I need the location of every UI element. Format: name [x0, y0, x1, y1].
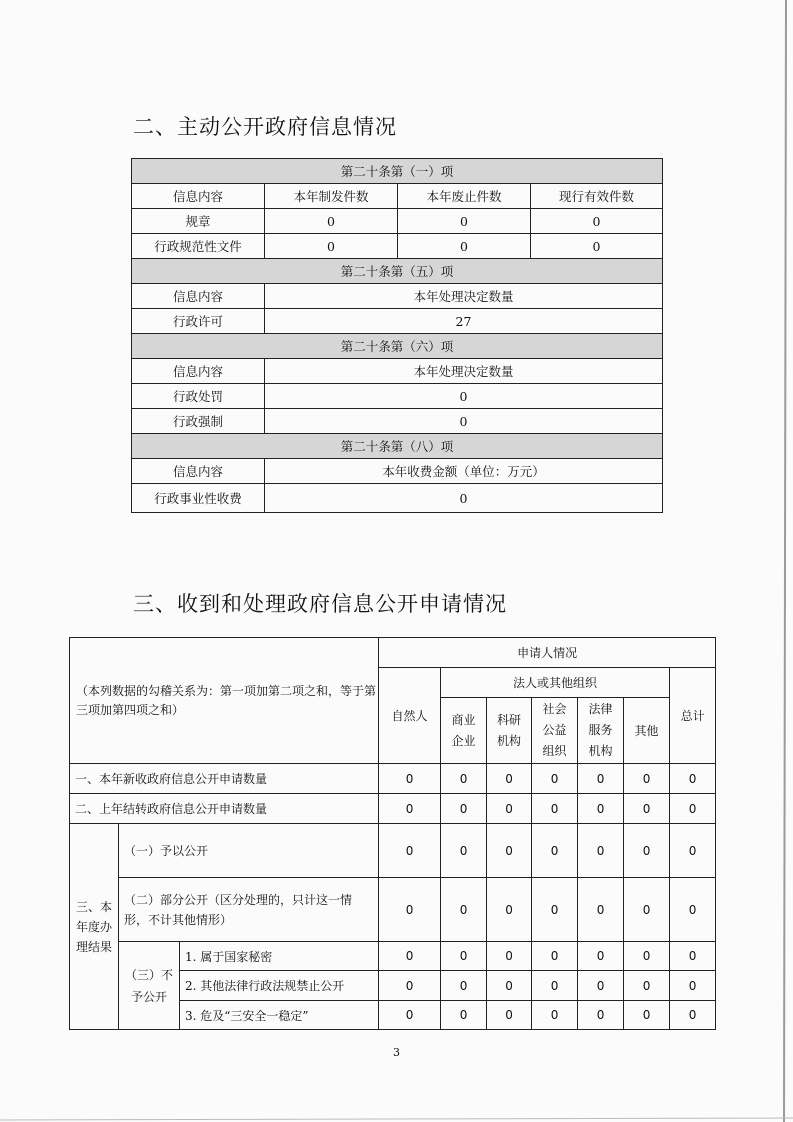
cell-value: 0 — [532, 878, 578, 942]
col-natural-person: 自然人 — [379, 668, 441, 764]
col-research: 科研机构 — [487, 698, 532, 764]
reconciliation-note: （本列数据的勾稽关系为：第一项加第二项之和，等于第三项加第四项之和） — [70, 638, 379, 764]
cell-value: 0 — [441, 824, 487, 878]
cell-value: 0 — [578, 1001, 624, 1030]
cell-value: 0 — [624, 878, 670, 942]
cell-value: 0 — [624, 1001, 670, 1030]
cell-value: 0 — [532, 942, 578, 971]
row-label: 行政事业性收费 — [132, 484, 265, 513]
cell-value: 0 — [578, 878, 624, 942]
group-not-disclosed: （三）不予公开 — [119, 942, 180, 1030]
art8-header: 第二十条第（八）项 — [132, 434, 663, 459]
table-row — [70, 878, 716, 942]
row-label: 行政许可 — [132, 309, 265, 334]
cell-value: 0 — [670, 824, 716, 878]
cell-value: 0 — [487, 794, 532, 824]
row-label: 行政规范性文件 — [132, 234, 265, 259]
cell-value: 0 — [265, 484, 663, 513]
art1-header: 第二十条第（一）项 — [132, 159, 663, 184]
cell-value: 0 — [624, 794, 670, 824]
cell-value: 27 — [265, 309, 663, 334]
cell-value: 0 — [379, 1001, 441, 1030]
group-processing-results: 三、本年度办理结果 — [70, 824, 119, 1030]
cell-value: 0 — [379, 764, 441, 794]
cell-value: 0 — [487, 942, 532, 971]
table-row — [70, 942, 716, 971]
col-valid: 现行有效件数 — [531, 184, 663, 209]
col-social: 社会公益组织 — [532, 698, 578, 764]
row-label: 规章 — [132, 209, 265, 234]
col-info: 信息内容 — [132, 359, 265, 384]
cell-value: 0 — [531, 234, 663, 259]
table-row — [132, 459, 663, 484]
table-row — [132, 309, 663, 334]
col-other: 其他 — [624, 698, 670, 764]
cell-value: 0 — [670, 1001, 716, 1030]
cell-value: 0 — [379, 942, 441, 971]
cell-value: 0 — [578, 794, 624, 824]
cell-value: 0 — [532, 824, 578, 878]
page-number: 3 — [393, 1046, 400, 1059]
section-header-row — [132, 434, 663, 459]
cell-value: 0 — [441, 878, 487, 942]
row-law-prohibited: 2. 其他法律行政法规禁止公开 — [180, 971, 379, 1001]
table-row — [132, 234, 663, 259]
table-row — [70, 638, 716, 668]
requests-table — [69, 637, 716, 1030]
cell-value: 0 — [441, 794, 487, 824]
section-header-row — [132, 159, 663, 184]
row-new-requests: 一、本年新收政府信息公开申请数量 — [70, 764, 379, 794]
cell-value: 0 — [531, 209, 663, 234]
col-info: 信息内容 — [132, 184, 265, 209]
section-header-row — [132, 334, 663, 359]
table-row — [70, 794, 716, 824]
cell-value: 0 — [441, 971, 487, 1001]
art6-col: 本年处理决定数量 — [265, 359, 663, 384]
cell-value: 0 — [265, 409, 663, 434]
cell-value: 0 — [532, 794, 578, 824]
row-disclosed: （一）予以公开 — [119, 824, 379, 878]
cell-value: 0 — [670, 971, 716, 1001]
cell-value: 0 — [670, 942, 716, 971]
cell-value: 0 — [487, 1001, 532, 1030]
cell-value: 0 — [379, 824, 441, 878]
section2-title: 二、主动公开政府信息情况 — [133, 115, 397, 139]
art8-col: 本年收费金额（单位：万元） — [265, 459, 663, 484]
row-state-secret: 1. 属于国家秘密 — [180, 942, 379, 971]
table-row — [132, 384, 663, 409]
cell-value: 0 — [379, 878, 441, 942]
cell-value: 0 — [441, 1001, 487, 1030]
cell-value: 0 — [670, 794, 716, 824]
table-row — [132, 184, 663, 209]
cell-value: 0 — [624, 764, 670, 794]
row-endangers-security: 3. 危及“三安全一稳定” — [180, 1001, 379, 1030]
cell-value: 0 — [487, 764, 532, 794]
table-row — [132, 409, 663, 434]
art6-header: 第二十条第（六）项 — [132, 334, 663, 359]
cell-value: 0 — [532, 1001, 578, 1030]
cell-value: 0 — [624, 824, 670, 878]
table-row — [132, 359, 663, 384]
table-row — [132, 209, 663, 234]
cell-value: 0 — [578, 824, 624, 878]
applicant-header: 申请人情况 — [379, 638, 716, 668]
cell-value: 0 — [379, 794, 441, 824]
legal-group-header: 法人或其他组织 — [441, 668, 670, 698]
row-partially-disclosed: （二）部分公开（区分处理的，只计这一情形，不计其他情形） — [119, 878, 379, 942]
section3-title: 三、收到和处理政府信息公开申请情况 — [133, 592, 507, 616]
col-total: 总计 — [670, 668, 716, 764]
art5-col: 本年处理决定数量 — [265, 284, 663, 309]
proactive-disclosure-table — [131, 158, 663, 513]
row-label: 行政处罚 — [132, 384, 265, 409]
table-row — [132, 484, 663, 513]
cell-value: 0 — [578, 764, 624, 794]
col-info: 信息内容 — [132, 459, 265, 484]
col-abolish: 本年废止件数 — [398, 184, 531, 209]
cell-value: 0 — [487, 878, 532, 942]
cell-value: 0 — [441, 942, 487, 971]
col-commercial: 商业企业 — [441, 698, 487, 764]
cell-value: 0 — [624, 971, 670, 1001]
cell-value: 0 — [379, 971, 441, 1001]
section-header-row — [132, 259, 663, 284]
table-row — [132, 284, 663, 309]
cell-value: 0 — [532, 971, 578, 1001]
cell-value: 0 — [670, 878, 716, 942]
cell-value: 0 — [265, 234, 398, 259]
row-carried-over: 二、上年结转政府信息公开申请数量 — [70, 794, 379, 824]
cell-value: 0 — [578, 942, 624, 971]
col-info: 信息内容 — [132, 284, 265, 309]
row-label: 行政强制 — [132, 409, 265, 434]
art5-header: 第二十条第（五）项 — [132, 259, 663, 284]
cell-value: 0 — [487, 824, 532, 878]
col-new: 本年制发件数 — [265, 184, 398, 209]
cell-value: 0 — [532, 764, 578, 794]
cell-value: 0 — [487, 971, 532, 1001]
cell-value: 0 — [670, 764, 716, 794]
cell-value: 0 — [398, 209, 531, 234]
table-row — [70, 824, 716, 878]
cell-value: 0 — [398, 234, 531, 259]
cell-value: 0 — [441, 764, 487, 794]
col-legal-service: 法律服务机构 — [578, 698, 624, 764]
table-row — [70, 764, 716, 794]
cell-value: 0 — [624, 942, 670, 971]
cell-value: 0 — [265, 209, 398, 234]
cell-value: 0 — [265, 384, 663, 409]
cell-value: 0 — [578, 971, 624, 1001]
